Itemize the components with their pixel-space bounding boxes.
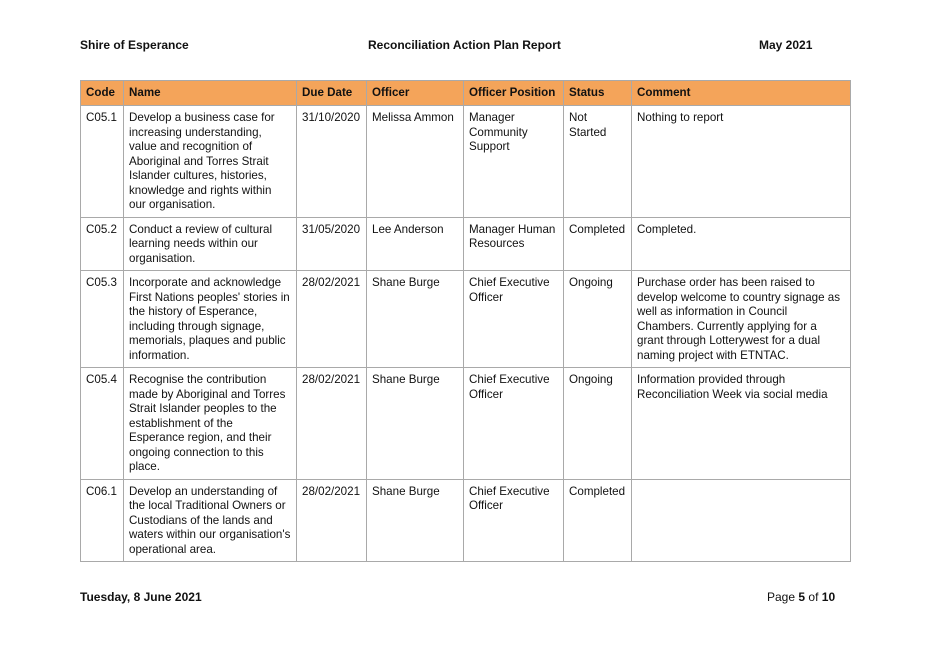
cell-officer: Shane Burge: [367, 479, 464, 562]
column-header-status: Status: [564, 81, 632, 106]
report-title: Reconciliation Action Plan Report: [368, 38, 561, 52]
column-header-code: Code: [81, 81, 124, 106]
cell-status: Completed: [564, 479, 632, 562]
cell-code: C05.1: [81, 106, 124, 218]
cell-due-date: 31/10/2020: [297, 106, 367, 218]
cell-name: Incorporate and acknowledge First Nations peoples' stories in the history of Esperance, including through signage, memorials, plaques and public information.: [124, 271, 297, 368]
page-number: [767, 590, 835, 604]
cell-code: C05.2: [81, 217, 124, 271]
organisation-name: Shire of Esperance: [80, 38, 189, 52]
page-total: 10: [821, 590, 836, 604]
cell-officer-position: Chief Executive Officer: [464, 368, 564, 480]
cell-name: Conduct a review of cultural learning needs within our organisation.: [124, 217, 297, 271]
cell-officer-position: Manager Community Support: [464, 106, 564, 218]
table-row: [81, 479, 851, 562]
table-row: [81, 368, 851, 480]
cell-due-date: 31/05/2020: [297, 217, 367, 271]
cell-officer-position: Manager Human Resources: [464, 217, 564, 271]
cell-name: Develop a business case for increasing understanding, value and recognition of Aboriginal and Torres Strait Islander cultures, histories, knowledge and rights within our organisation.: [124, 106, 297, 218]
report-date: Tuesday, 8 June 2021: [80, 590, 202, 604]
cell-comment: Information provided through Reconciliation Week via social media: [632, 368, 851, 480]
column-header-comment: Comment: [632, 81, 851, 106]
cell-comment: Completed.: [632, 217, 851, 271]
page-of: of: [808, 590, 819, 604]
table-row: [81, 217, 851, 271]
page-prefix: Page: [767, 590, 796, 604]
table-header-row: [81, 81, 851, 106]
cell-comment: Purchase order has been raised to develop welcome to country signage as well as information in Council Chambers. Currently applying for a grant through Lotterywest for a dual naming project with ETNTAC.: [632, 271, 851, 368]
cell-name: Recognise the contribution made by Aboriginal and Torres Strait Islander peoples to the establishment of the Esperance region, and their ongoing connection to this place.: [124, 368, 297, 480]
cell-comment: Nothing to report: [632, 106, 851, 218]
cell-officer: Melissa Ammon: [367, 106, 464, 218]
cell-status: Ongoing: [564, 271, 632, 368]
cell-comment: [632, 479, 851, 562]
cell-name: Develop an understanding of the local Traditional Owners or Custodians of the lands and waters within our organisation's operational area.: [124, 479, 297, 562]
cell-code: C06.1: [81, 479, 124, 562]
column-header-officer-position: Officer Position: [464, 81, 564, 106]
column-header-due-date: Due Date: [297, 81, 367, 106]
cell-status: Ongoing: [564, 368, 632, 480]
table-row: [81, 106, 851, 218]
table-row: [81, 271, 851, 368]
cell-code: C05.3: [81, 271, 124, 368]
report-period: May 2021: [759, 38, 813, 52]
cell-officer-position: Chief Executive Officer: [464, 479, 564, 562]
cell-officer: Shane Burge: [367, 271, 464, 368]
column-header-officer: Officer: [367, 81, 464, 106]
cell-due-date: 28/02/2021: [297, 479, 367, 562]
cell-officer: Shane Burge: [367, 368, 464, 480]
cell-officer: Lee Anderson: [367, 217, 464, 271]
page-current: 5: [798, 590, 806, 604]
cell-officer-position: Chief Executive Officer: [464, 271, 564, 368]
cell-due-date: 28/02/2021: [297, 271, 367, 368]
cell-status: Not Started: [564, 106, 632, 218]
cell-code: C05.4: [81, 368, 124, 480]
cell-status: Completed: [564, 217, 632, 271]
column-header-name: Name: [124, 81, 297, 106]
rap-actions-table: [80, 80, 851, 562]
cell-due-date: 28/02/2021: [297, 368, 367, 480]
